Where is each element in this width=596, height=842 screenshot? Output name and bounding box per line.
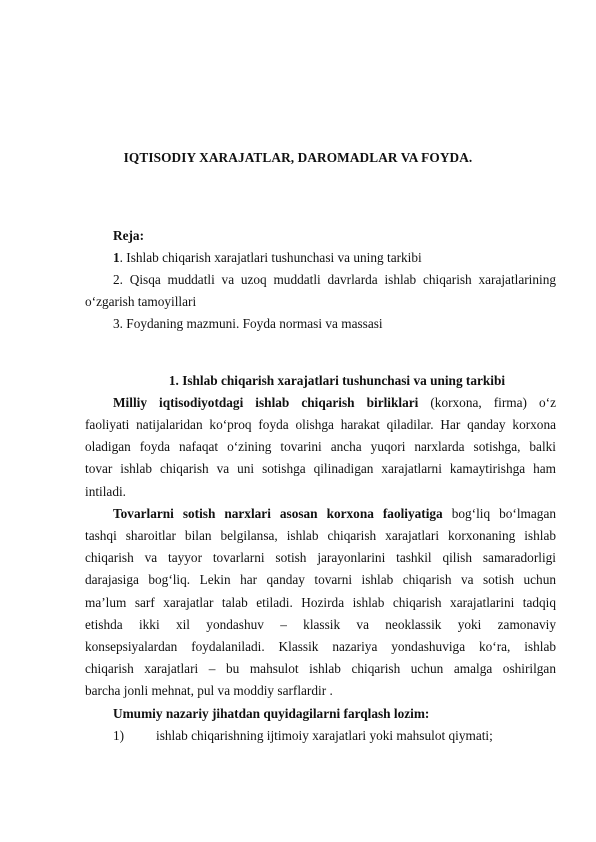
paragraph-2-line-9: barcha jonli mehnat, pul va moddiy sarflardir .: [85, 683, 333, 698]
plan-item-1-number: 1: [113, 250, 120, 265]
paragraph-1-line-2: faoliyati natijalaridan ko‘proq foyda olishga harakat qiladilar. Har qanday korxona: [85, 417, 556, 432]
section-1-heading: 1. Ishlab chiqarish xarajatlari tushunchasi va uning tarkibi: [168, 373, 506, 388]
plan-heading: Reja:: [113, 228, 145, 243]
list-item-text: ishlab chiqarishning ijtimoiy xarajatlari yoki mahsulot qiymati;: [156, 728, 493, 743]
paragraph-1-line-3: oladigan foyda nafaqat o‘zining tovarini ancha yuqori narxlarda sotishga, balki: [85, 439, 556, 454]
paragraph-1-line-1: [113, 395, 556, 411]
paragraph-2-line-5: ma’lum sarf xarajatlar talab etiladi. Hozirda ishlab chiqarish xarajatlarini tadqiq: [85, 595, 556, 610]
paragraph-2-line-1-rest: bog‘liq bo‘lmagan: [442, 506, 557, 521]
paragraph-2-line-7: konsepsiyalardan foydalaniladi. Klassik nazariya yondashuviga ko‘ra, ishlab: [85, 639, 556, 654]
paragraph-2-line-3: chiqarish va tayyor tovarlarni sotish jarayonlarini tashkil qilish samaradorligi: [85, 550, 556, 565]
plan-item-1: [113, 250, 422, 266]
paragraph-2-bold: Tovarlarni sotish narxlari asosan korxona faoliyatiga: [113, 506, 443, 521]
paragraph-2-line-6: etishda ikki xil yondashuv – klassik va neoklassik yoki zamonaviy: [85, 617, 556, 632]
paragraph-1-line-5: intiladi.: [85, 484, 126, 499]
plan-item-2-line-2: o‘zgarish tamoyillari: [85, 294, 197, 309]
paragraph-1-line-1-rest: (korxona, firma) o‘z: [418, 395, 556, 410]
document-title: IQTISODIY XARAJATLAR, DAROMADLAR VA FOYDA.: [123, 150, 473, 165]
list-item-number: 1): [113, 728, 125, 743]
plan-item-2-line-1: 2. Qisqa muddatli va uzoq muddatli davrlarda ishlab chiqarish xarajatlarining: [113, 272, 556, 287]
paragraph-1-line-4: tovar ishlab chiqarish va uni sotishga qilinadigan xarajatlarni kamaytirishga ham: [85, 461, 556, 476]
paragraph-3-heading: Umumiy nazariy jihatdan quyidagilarni farqlash lozim:: [113, 706, 430, 721]
paragraph-2-line-4: darajasiga bog‘liq. Lekin har qanday tovarni ishlab chiqarish va sotish uchun: [85, 572, 556, 587]
plan-item-1-text: . Ishlab chiqarish xarajatlari tushunchasi va uning tarkibi: [119, 250, 422, 265]
paragraph-1-bold: Milliy iqtisodiyotdagi ishlab chiqarish birliklari: [113, 395, 419, 410]
paragraph-2-line-8: chiqarish xarajatlari – bu mahsulot ishlab chiqarish uchun amalga oshirilgan: [85, 661, 556, 676]
plan-item-3: 3. Foydaning mazmuni. Foyda normasi va massasi: [113, 316, 383, 331]
paragraph-2-line-1: [113, 506, 556, 522]
paragraph-2-line-2: tashqi sharoitlar bilan belgilansa, ishlab chiqarish xarajatlari korxonaning ishlab: [85, 528, 556, 543]
